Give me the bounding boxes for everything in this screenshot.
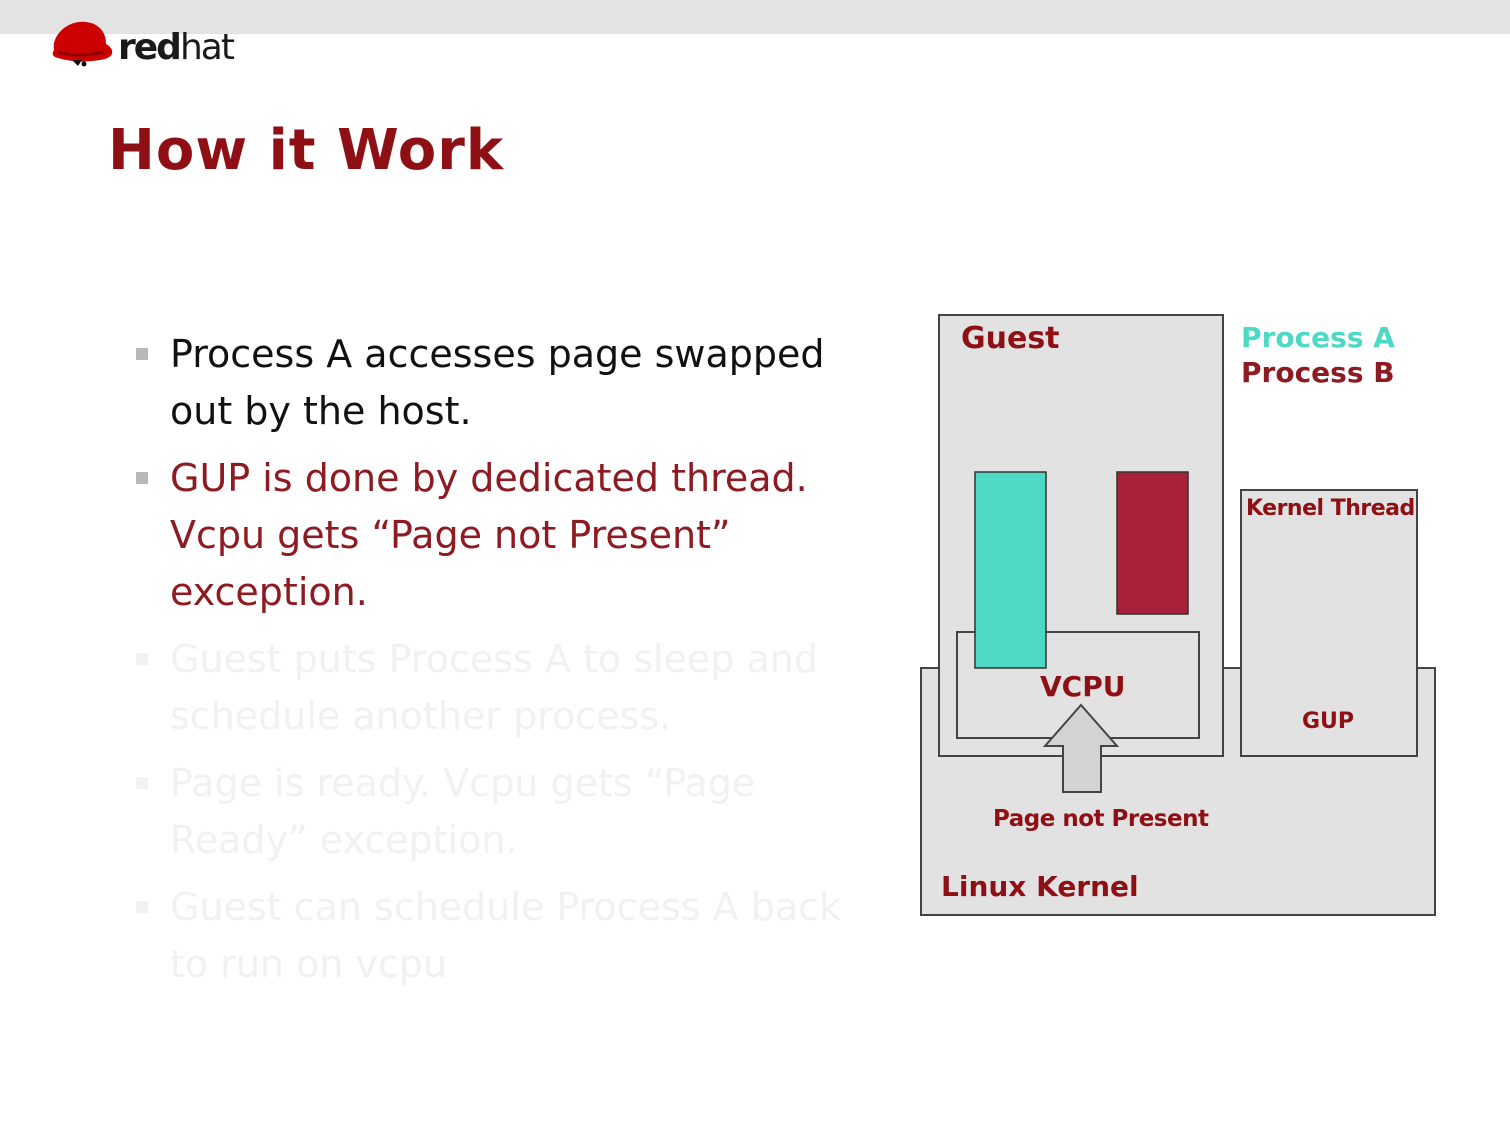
linux-kernel-label: Linux Kernel (941, 870, 1139, 903)
slide-title: How it Work (108, 118, 505, 183)
guest-label: Guest (961, 321, 1060, 356)
kernel-thread-label: Kernel Thread (1246, 496, 1415, 521)
gup-label: GUP (1302, 709, 1355, 734)
process-b-bar (1117, 472, 1188, 614)
page-not-present-label: Page not Present (993, 806, 1209, 832)
bullet-text: Guest puts Process A to sleep and schedule another process. (170, 637, 819, 738)
redhat-wordmark: redhat (118, 27, 233, 68)
bullet-text: Process A accesses page swapped out by the host. (170, 332, 825, 433)
vcpu-label: VCPU (1040, 670, 1126, 703)
bullet-text: GUP is done by dedicated thread. Vcpu gets “Page not Present” exception. (170, 456, 808, 614)
process-a-bar (975, 472, 1046, 668)
legend-process-a: Process A (1241, 321, 1395, 354)
bullet-text: Guest can schedule Process A back to run on vcpu (170, 885, 842, 986)
bullet-text: Page is ready. Vcpu gets “Page Ready” exception. (170, 761, 756, 862)
legend-process-b: Process B (1241, 356, 1395, 389)
